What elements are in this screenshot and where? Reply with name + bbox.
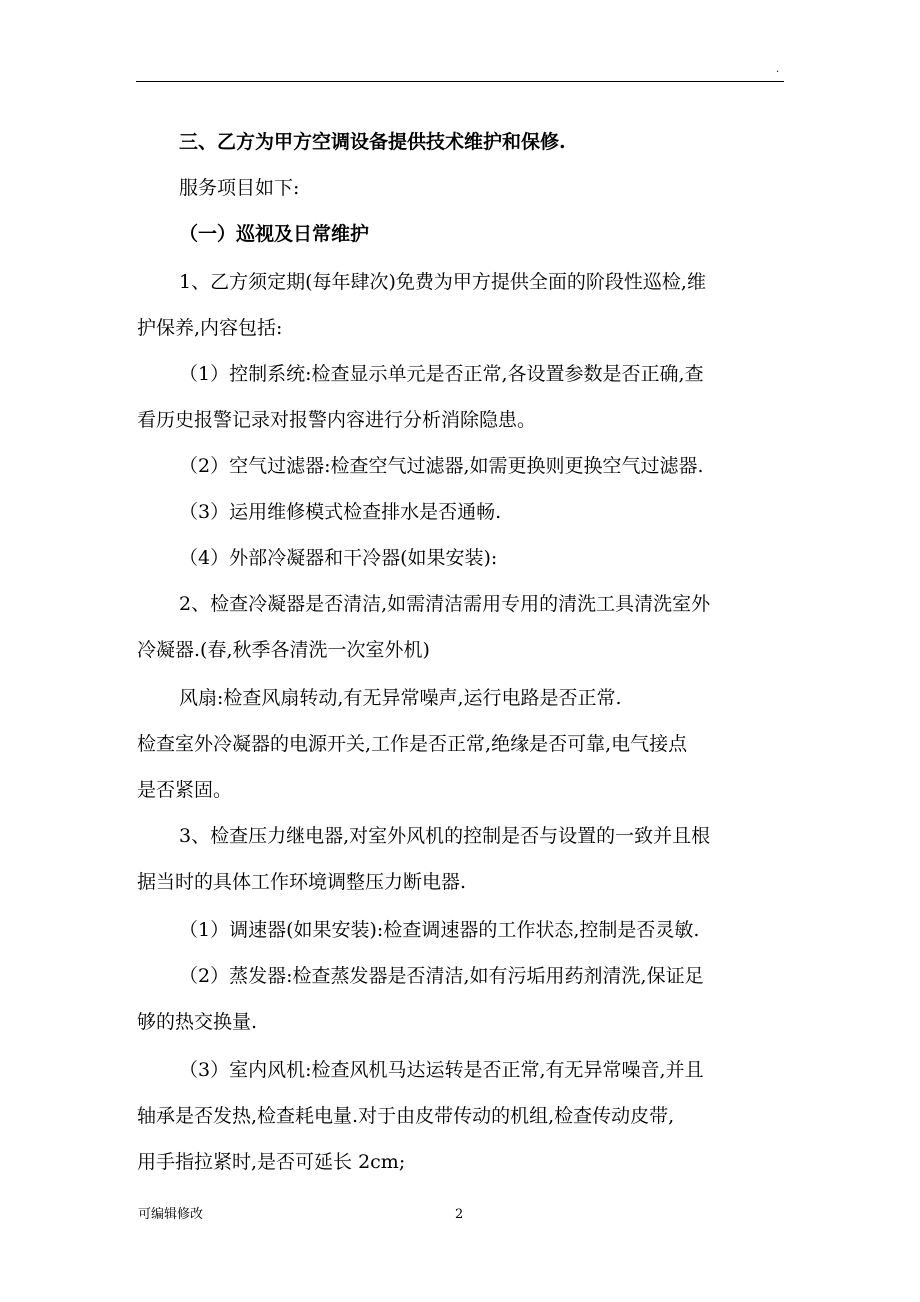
paragraph-12-line-1: （3）室内风机:检查风机马达运转是否正常,有无异常噪音,并且 [179, 1059, 704, 1081]
paragraph-1-line-1: 1、乙方须定期(每年肆次)免费为甲方提供全面的阶段性巡检,维 [179, 271, 706, 293]
paragraph-5: （4）外部冷凝器和干冷器(如果安装): [179, 547, 498, 569]
paragraph-6-line-2: 冷凝器.(春,秋季各清洗一次室外机) [137, 639, 430, 661]
header-rule [136, 81, 784, 82]
paragraph-8-line-2: 是否紧固。 [137, 779, 233, 801]
paragraph-4: （3）运用维修模式检查排水是否通畅. [179, 501, 502, 523]
paragraph-9-line-2: 据当时的具体工作环境调整压力断电器. [137, 871, 467, 893]
paragraph-11-line-2: 够的热交换量. [137, 1011, 258, 1033]
paragraph-6-line-1: 2、检查冷凝器是否清洁,如需清洁需用专用的清洗工具清洗室外 [179, 593, 711, 615]
paragraph-10: （1）调速器(如果安装):检查调速器的工作状态,控制是否灵敏. [179, 919, 700, 941]
paragraph-12-line-3: 用手指拉紧时,是否可延长 2cm; [137, 1151, 406, 1173]
sub-heading: （一）巡视及日常维护 [179, 223, 370, 245]
paragraph-8-line-1: 检查室外冷凝器的电源开关,工作是否正常,绝缘是否可靠,电气接点 [137, 733, 688, 755]
intro-text: 服务项目如下: [179, 177, 300, 199]
paragraph-12-line-2: 轴承是否发热,检查耗电量.对于由皮带传动的机组,检查传动皮带, [137, 1105, 675, 1127]
paragraph-1-line-2: 护保养,内容包括: [137, 317, 283, 339]
paragraph-3: （2）空气过滤器:检查空气过滤器,如需更换则更换空气过滤器. [179, 455, 704, 477]
footer-editable-note: 可编辑修改 [138, 1207, 204, 1222]
paragraph-11-line-1: （2）蒸发器:检查蒸发器是否清洁,如有污垢用药剂清洗,保证足 [179, 965, 704, 987]
paragraph-2-line-2: 看历史报警记录对报警内容进行分析消除隐患。 [137, 409, 537, 431]
footer-page-number: 2 [455, 1207, 464, 1222]
section-heading: 三、乙方为甲方空调设备提供技术维护和保修. [179, 131, 566, 153]
paragraph-7: 风扇:检查风扇转动,有无异常噪声,运行电路是否正常. [179, 687, 622, 709]
paragraph-2-line-1: （1）控制系统:检查显示单元是否正常,各设置参数是否正确,查 [179, 363, 704, 385]
paragraph-9-line-1: 3、检查压力继电器,对室外风机的控制是否与设置的一致并且根 [179, 825, 711, 847]
header-mark: . [776, 64, 780, 75]
